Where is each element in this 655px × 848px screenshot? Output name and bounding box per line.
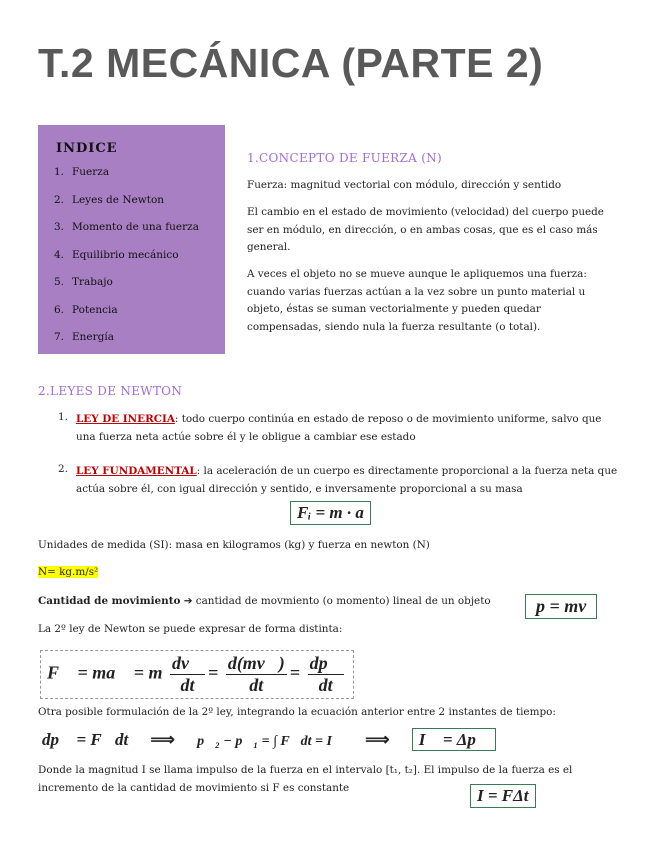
momentum-line — [38, 593, 518, 611]
law2-paragraph — [76, 463, 621, 498]
index-item-label: Trabajo — [72, 276, 113, 288]
index-item-number: 6. — [54, 303, 65, 316]
index-item — [54, 221, 199, 249]
impulse-formula: I = FΔt — [470, 784, 536, 808]
index-item — [54, 276, 199, 304]
index-item-number: 3. — [54, 221, 65, 233]
law2-number: 2. — [58, 463, 68, 475]
index-item — [54, 249, 199, 277]
derivative-equation: F⃗ = ma⃗ = m $\frac{dv⃗}{dt}$ = $\frac{d(mv⃗)}{dt}$ = $\frac{dp⃗}{dt}$ — [40, 650, 354, 699]
momentum-text: cantidad de movmiento (o momento) lineal de un objeto — [192, 595, 491, 607]
right-arrow-icon: ➔ — [183, 595, 193, 607]
units-text: Unidades de medida (SI): masa en kilogramos (kg) y fuerza en newton (N) — [38, 539, 430, 551]
index-item-label: Leyes de Newton — [72, 193, 165, 206]
index-item-label: Fuerza — [72, 166, 110, 178]
law1-text: : todo cuerpo continúa en estado de reposo o de movimiento uniforme, salvo que una fuerza neta actúe sobre él y le obligue a cambiar ese estado — [76, 413, 602, 443]
section1-paragraph-2: El cambio en el estado de movimiento (velocidad) del cuerpo puede ser en módulo, en dirección, o en ambas cosas, que es el caso más general. — [247, 206, 604, 253]
index-item-label: Energía — [72, 331, 114, 343]
index-item-label: Potencia — [72, 303, 118, 316]
index-item-number: 2. — [54, 193, 65, 206]
page-title: T.2 MECÁNICA (PARTE 2) — [38, 40, 544, 86]
impulse-text: Donde la magnitud I se llama impulso de la fuerza en el intervalo [t₁, t₂]. El impulso de la fuerza es el incremento de la cantidad de movimiento si F es constante — [38, 764, 573, 794]
units-highlight-text: N= kg.m/s² — [38, 566, 99, 578]
section1-paragraph-1: Fuerza: magnitud vectorial con módulo, dirección y sentido — [247, 179, 562, 191]
index-item-number: 4. — [54, 248, 65, 261]
index-item — [54, 304, 199, 332]
law2-formula: Fᵢ = m · a — [290, 501, 371, 525]
index-item — [54, 166, 199, 194]
index-item-number: 7. — [54, 331, 65, 343]
index-heading: INDICE — [56, 141, 118, 156]
second-law-alt-text: La 2º ley de Newton se puede expresar de forma distinta: — [38, 623, 343, 635]
units-highlight — [38, 564, 98, 582]
index-item — [54, 331, 199, 359]
momentum-label: Cantidad de movimiento — [38, 595, 181, 607]
section1-heading: 1.CONCEPTO DE FUERZA (N) — [247, 151, 442, 165]
index-list — [54, 166, 199, 359]
law2-name: LEY FUNDAMENTAL — [76, 465, 197, 477]
impulse-derivation: dp⃗ = F⃗dt ⟹ p⃗₂ − p⃗₁ = ∫ F⃗dt = I⃗ ⟹ I⃗ = Δp⃗ — [42, 730, 496, 750]
index-item-label: Momento de una fuerza — [72, 221, 199, 233]
momentum-formula: p = mv — [525, 594, 597, 619]
law2-text: : la aceleración de un cuerpo es directamente proporcional a la fuerza neta que actúa sobre él, con igual dirección y sentido, e inversamente proporcional a su masa — [76, 465, 618, 495]
law1-number: 1. — [58, 411, 68, 423]
index-item-number: 5. — [54, 276, 65, 288]
index-item-label: Equilibrio mecánico — [72, 248, 179, 261]
law1-paragraph — [76, 411, 621, 446]
integral-intro-text: Otra posible formulación de la 2º ley, integrando la ecuación anterior entre 2 instantes de tiempo: — [38, 706, 556, 718]
index-box — [38, 125, 225, 354]
section1-paragraph-3: A veces el objeto no se mueve aunque le apliquemos una fuerza: cuando varias fuerzas actúan a la vez sobre un punto material u objeto, éstas se suman vectorialmente y pueden quedar compensadas, siendo nula la fuerza resultante (o total). — [247, 268, 587, 333]
law1-name: LEY DE INERCIA — [76, 413, 175, 425]
index-item-number: 1. — [54, 166, 65, 178]
section2-heading: 2.LEYES DE NEWTON — [38, 384, 183, 398]
index-item — [54, 194, 199, 222]
